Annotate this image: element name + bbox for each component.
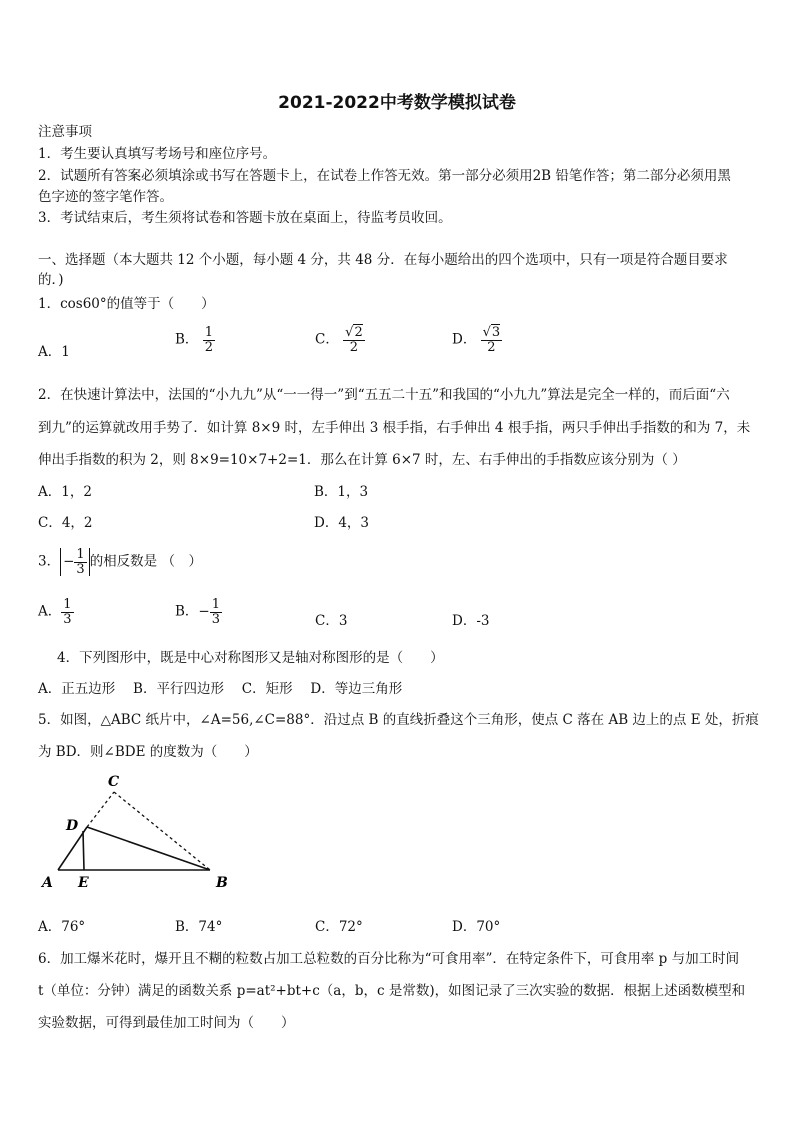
- question-2-line-1: 2．在快速计算法中，法国的“小九九”从“一一得一”到“五五二十五”和我国的“小九九”算法是完全一样的，而后面“六: [38, 387, 730, 403]
- section-heading-1: 一、选择题（本大题共 12 个小题，每小题 4 分，共 48 分．在每小题给出的四个选项中，只有一项是符合题目要求: [38, 252, 728, 268]
- question-5-line-1: 5．如图，△ABC 纸片中，∠A=56,∠C=88°．沿过点 B 的直线折叠这个三角形，使点 C 落在 AB 边上的点 E 处，折痕: [38, 712, 759, 728]
- triangle-figure: [30, 765, 250, 895]
- q5-option-a: A．76°: [38, 919, 86, 935]
- q1-option-c: C． $\frac{√2}{2}$: [315, 325, 363, 355]
- label-a: A: [42, 875, 53, 891]
- segment-db: [87, 827, 210, 870]
- question-2-line-3: 伸出手指数的积为 2，则 8×9=10×7+2=1．那么在计算 6×7 时，左、右手伸出的手指数应该分别为（ ）: [38, 452, 686, 468]
- question-6-line-1: 6．加工爆米花时，爆开且不糊的粒数占加工总粒数的百分比称为“可食用率”．在特定条件下，可食用率 p 与加工时间: [38, 951, 740, 967]
- question-5-line-2: 为 BD．则∠BDE 的度数为（ ）: [38, 744, 258, 760]
- note-item-2: 2．试题所有答案必须填涂或书写在答题卡上，在试卷上作答无效。第一部分必须用2B 铅笔作答；第二部分必须用黑: [38, 168, 731, 184]
- fraction: $\frac{√3}{2}$: [482, 325, 501, 355]
- q2-option-d: D．4，3: [314, 515, 370, 531]
- notes-heading: 注意事项: [38, 124, 92, 140]
- note-item-3: 3．考试结束后，考生须将试卷和答题卡放在桌面上，待监考员收回。: [38, 210, 452, 226]
- question-3-stem: 3． − $\frac{1}{3}$ 的相反数是 （ ）: [38, 547, 202, 577]
- fraction: $\frac{1}{3}$: [63, 597, 72, 627]
- q1-option-a: A．1: [38, 344, 70, 360]
- note-item-2-cont: 色字迹的签字笔作答。: [38, 189, 173, 205]
- question-2-line-2: 到九”的运算就改用手势了．如计算 8×9 时，左手伸出 3 根手指，右手伸出 4 根手指，两只手伸出手指数的和为 7，未: [38, 420, 751, 436]
- q5-option-c: C．72°: [315, 919, 363, 935]
- section-heading-1-cont: 的．): [38, 272, 64, 288]
- note-item-1: 1．考生要认真填写考场号和座位序号。: [38, 146, 277, 162]
- q3-option-a: A． $\frac{1}{3}$: [38, 597, 72, 627]
- fraction: $\frac{√2}{2}$: [345, 325, 363, 355]
- page-title: 2021-2022中考数学模拟试卷: [278, 93, 516, 113]
- q3-option-d: D．-3: [452, 613, 490, 629]
- q2-option-a: A．1，2: [38, 484, 92, 500]
- sqrt-symbol: √2: [345, 325, 363, 340]
- fraction: $\frac{1}{3}$: [76, 547, 85, 577]
- q1-option-b: B． $\frac{1}{2}$: [175, 325, 213, 355]
- dashed-segment-dc: [87, 792, 114, 827]
- sqrt-symbol: √3: [482, 325, 501, 340]
- fraction: $\frac{1}{2}$: [204, 325, 213, 355]
- label-c: C: [108, 774, 120, 790]
- q3-option-c: C．3: [315, 613, 348, 629]
- q2-option-b: B．1，3: [314, 484, 369, 500]
- q3-option-b: B．− $\frac{1}{3}$: [175, 597, 221, 627]
- q4-options: A．正五边形 B．平行四边形 C．矩形 D．等边三角形: [38, 681, 403, 697]
- absolute-value: − $\frac{1}{3}$: [60, 548, 90, 576]
- label-e: E: [78, 875, 89, 891]
- dashed-segment-cb: [114, 792, 210, 870]
- question-1-stem: 1．cos60°的值等于（ ）: [38, 296, 215, 312]
- q5-option-d: D．70°: [452, 919, 501, 935]
- question-4-stem: 4．下列图形中，既是中心对称图形又是轴对称图形的是（ ）: [57, 650, 444, 666]
- label-d: D: [66, 818, 79, 834]
- question-6-line-2: t（单位：分钟）满足的函数关系 p=at²+bt+c（a，b，c 是常数)，如图记录了三次实验的数据．根据上述函数模型和: [38, 983, 746, 999]
- q2-option-c: C．4，2: [38, 515, 93, 531]
- question-6-line-3: 实验数据，可得到最佳加工时间为（ ）: [38, 1015, 295, 1031]
- label-b: B: [216, 875, 228, 891]
- q5-option-b: B．74°: [175, 919, 223, 935]
- segment-de: [83, 831, 84, 870]
- fraction: $\frac{1}{3}$: [211, 597, 221, 627]
- q1-option-d: D． $\frac{√3}{2}$: [452, 325, 501, 355]
